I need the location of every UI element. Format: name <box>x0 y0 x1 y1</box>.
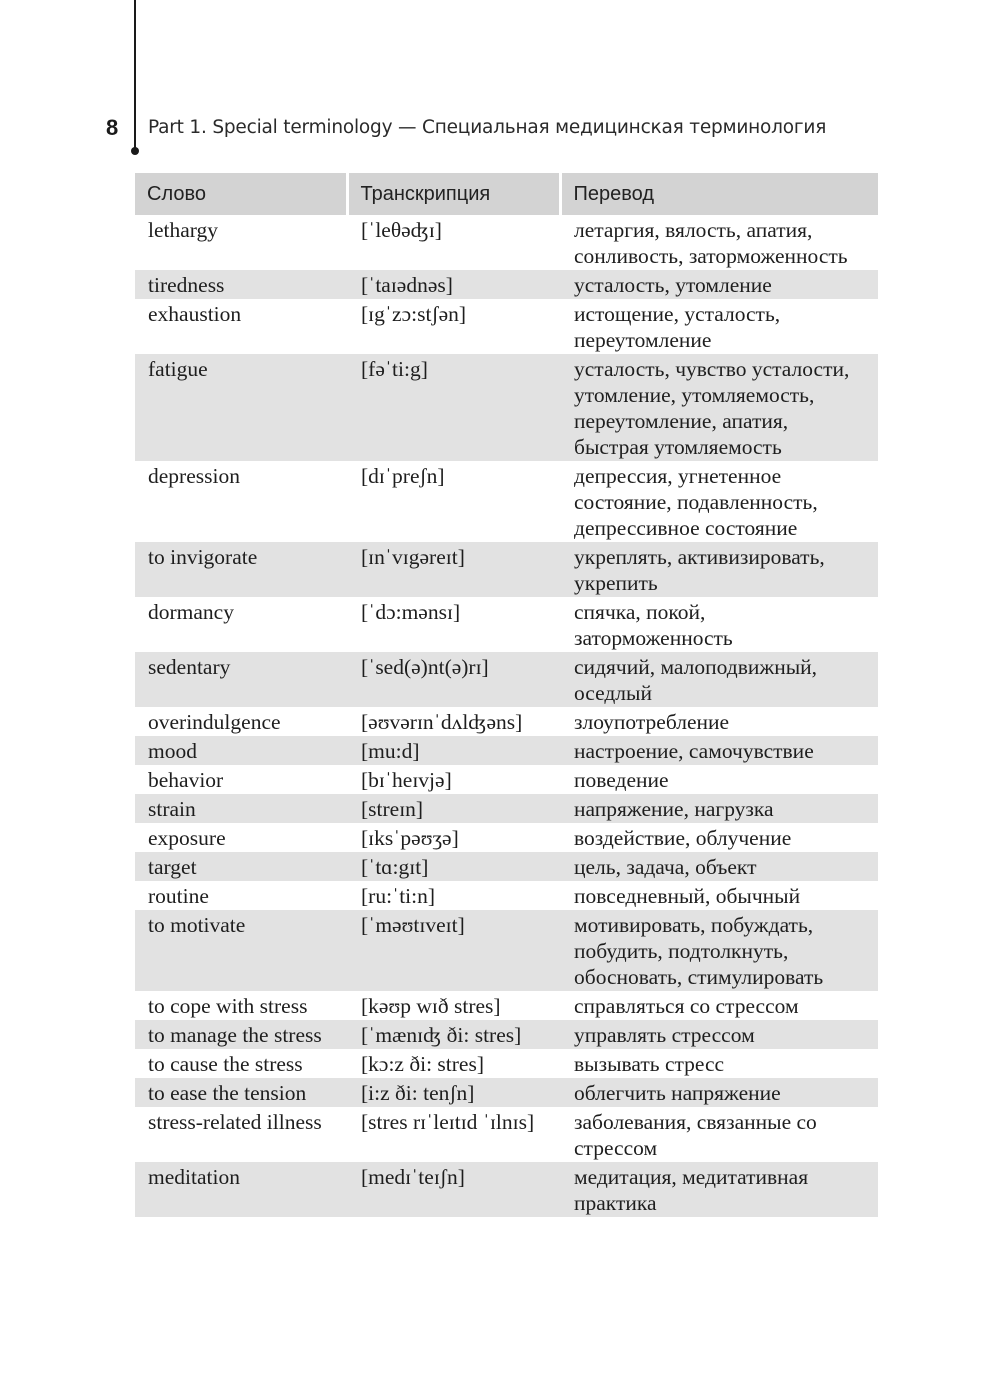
transcription-cell: [mu:d] <box>347 736 560 765</box>
table-row <box>135 1162 878 1217</box>
translation-cell: летаргия, вялость, апатия, сонливость, заторможенность <box>574 218 848 268</box>
term-cell: tiredness <box>135 270 347 299</box>
term-cell: depression <box>148 464 240 488</box>
term-cell: to cause the stress <box>148 1052 303 1076</box>
term-cell: routine <box>148 884 209 908</box>
translation-cell: настроение, самочувствие <box>560 736 878 765</box>
transcription-cell: [ˈsed(ə)nt(ə)rɪ] <box>347 652 560 707</box>
transcription-cell: [ɪnˈvɪgəreɪt] <box>347 542 560 597</box>
table-row <box>135 1020 878 1049</box>
table-row <box>135 354 878 461</box>
translation-cell: депрессия, угнетенное состояние, подавленность, депрессивное состояние <box>574 464 818 540</box>
table-row <box>135 881 878 910</box>
translation-cell: медитация, медитативная практика <box>560 1162 878 1217</box>
translation-cell: сидячий, малоподвижный, оседлый <box>560 652 878 707</box>
transcription-cell: [ru:ˈti:n] <box>361 884 436 908</box>
transcription-cell: [əʊvərɪnˈdʌlʤəns] <box>361 710 523 734</box>
table-row <box>135 852 878 881</box>
transcription-cell: [stres rɪˈleɪtɪd ˈɪlnɪs] <box>361 1110 535 1134</box>
transcription-cell: [ˈmænɪʤ ði: stres] <box>347 1020 560 1049</box>
translation-cell: спячка, покой, заторможенность <box>574 600 733 650</box>
table-row <box>135 542 878 597</box>
transcription-cell: [ˈleθəʤɪ] <box>361 218 442 242</box>
table-row <box>135 794 878 823</box>
table-row <box>135 215 878 270</box>
transcription-cell: [ˈtaɪədnəs] <box>347 270 560 299</box>
transcription-cell: [bɪˈheɪvjə] <box>361 768 452 792</box>
table-row <box>135 991 878 1020</box>
translation-cell: мотивировать, побуждать, побудить, подтолкнуть, обосновать, стимулировать <box>560 910 878 991</box>
term-cell: lethargy <box>148 218 219 242</box>
table-row <box>135 765 878 794</box>
transcription-cell: [i:z ði: tenʃn] <box>347 1078 560 1107</box>
transcription-cell: [dɪˈpreʃn] <box>361 464 445 488</box>
translation-cell: истощение, усталость, переутомление <box>574 302 781 352</box>
table-row <box>135 823 878 852</box>
translation-cell: усталость, чувство усталости, утомление, утомляемость, переутомление, апатия, быстрая утомляемость <box>560 354 878 461</box>
column-header-word: Слово <box>135 173 347 215</box>
transcription-cell: [ˈdɔ:mənsɪ] <box>361 600 461 624</box>
transcription-cell: [medɪˈteɪʃn] <box>347 1162 560 1217</box>
translation-cell: повседневный, обычный <box>574 884 801 908</box>
table-row <box>135 707 878 736</box>
term-cell: exhaustion <box>148 302 242 326</box>
term-cell: to cope with stress <box>148 994 308 1018</box>
translation-cell: облегчить напряжение <box>560 1078 878 1107</box>
transcription-cell: [streɪn] <box>347 794 560 823</box>
table-row <box>135 270 878 299</box>
transcription-cell: [kɔ:z ði: stres] <box>361 1052 484 1076</box>
term-cell: fatigue <box>135 354 347 461</box>
translation-cell: управлять стрессом <box>560 1020 878 1049</box>
translation-cell: цель, задача, объект <box>560 852 878 881</box>
term-cell: dormancy <box>148 600 234 624</box>
table-row <box>135 736 878 765</box>
column-header-translation: Перевод <box>560 173 878 215</box>
term-cell: to invigorate <box>135 542 347 597</box>
page-number: 8 <box>106 115 119 140</box>
term-cell: sedentary <box>135 652 347 707</box>
term-cell: exposure <box>148 826 226 850</box>
running-title: Part 1. Special terminology — Специальная медицинская терминология <box>148 117 827 138</box>
translation-cell: злоупотребление <box>574 710 730 734</box>
translation-cell: воздействие, облучение <box>574 826 792 850</box>
term-cell: to motivate <box>135 910 347 991</box>
table-row <box>135 461 878 542</box>
term-cell: to ease the tension <box>135 1078 347 1107</box>
transcription-cell: [ɪksˈpəʊʒə] <box>361 826 459 850</box>
transcription-cell: [ˈməʊtɪveɪt] <box>347 910 560 991</box>
translation-cell: напряжение, нагрузка <box>560 794 878 823</box>
translation-cell: справляться со стрессом <box>574 994 799 1018</box>
table-row <box>135 1078 878 1107</box>
table-row <box>135 597 878 652</box>
term-cell: to manage the stress <box>135 1020 347 1049</box>
table-row <box>135 299 878 354</box>
table-row <box>135 652 878 707</box>
table-row <box>135 1049 878 1078</box>
term-cell: overindulgence <box>148 710 281 734</box>
translation-cell: усталость, утомление <box>560 270 878 299</box>
term-cell: behavior <box>148 768 224 792</box>
translation-cell: заболевания, связанные со стрессом <box>574 1110 817 1160</box>
term-cell: target <box>135 852 347 881</box>
table-row <box>135 910 878 991</box>
margin-rule <box>134 0 136 152</box>
table-header-row <box>135 173 878 215</box>
glossary-table <box>135 173 878 1217</box>
translation-cell: поведение <box>574 768 669 792</box>
term-cell: mood <box>135 736 347 765</box>
translation-cell: укреплять, активизировать, укрепить <box>560 542 878 597</box>
transcription-cell: [fəˈti:g] <box>347 354 560 461</box>
transcription-cell: [kəʊp wɪð stres] <box>361 994 501 1018</box>
term-cell: strain <box>135 794 347 823</box>
translation-cell: вызывать стресс <box>574 1052 725 1076</box>
margin-rule-dot <box>131 147 139 155</box>
term-cell: meditation <box>135 1162 347 1217</box>
column-header-transcription: Транскрипция <box>347 173 560 215</box>
transcription-cell: [ˈtɑ:gɪt] <box>347 852 560 881</box>
term-cell: stress-related illness <box>148 1110 322 1134</box>
table-row <box>135 1107 878 1162</box>
transcription-cell: [ɪgˈzɔ:stʃən] <box>361 302 467 326</box>
